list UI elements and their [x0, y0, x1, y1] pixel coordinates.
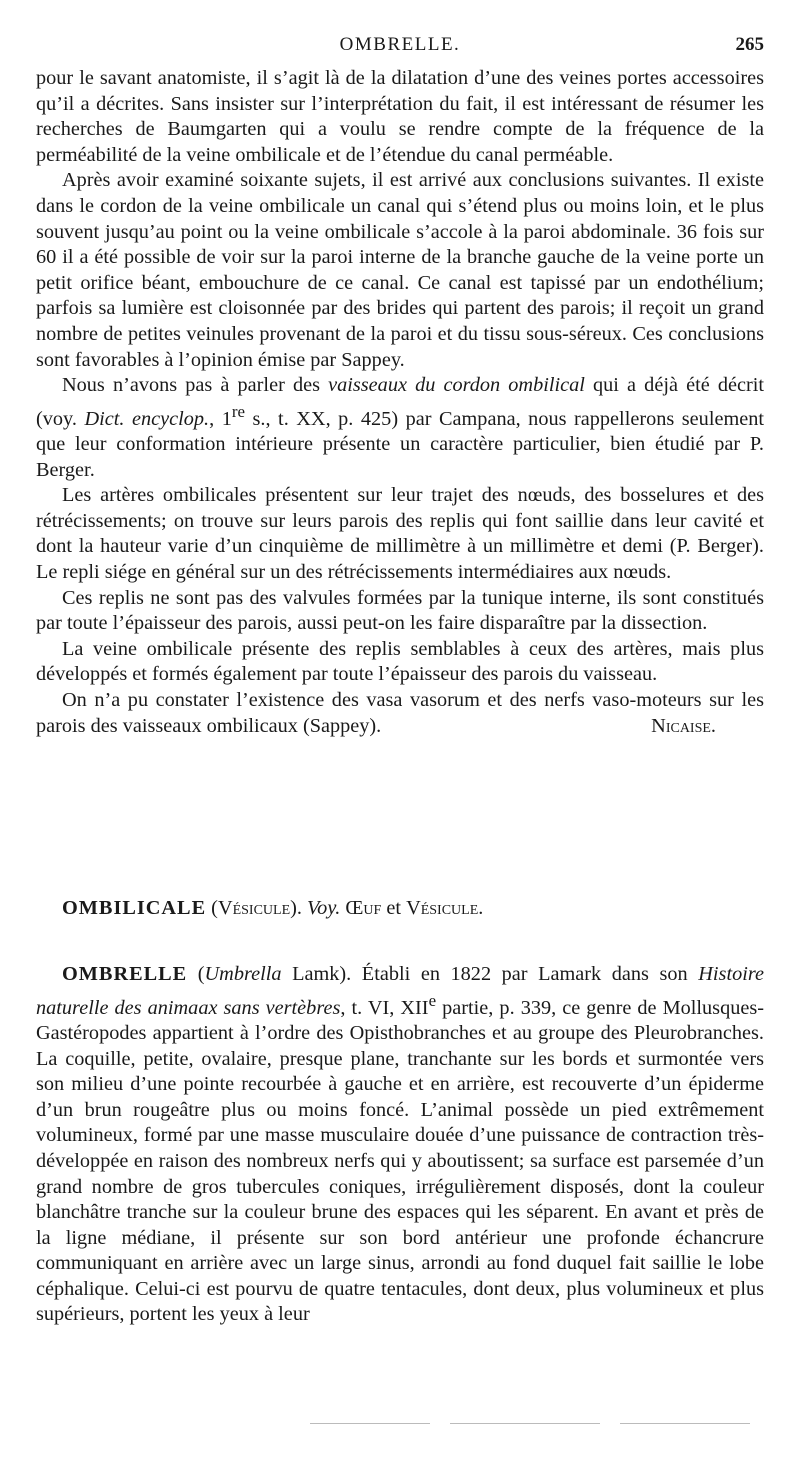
italic-run: Voy. — [307, 897, 341, 919]
text-run: ). — [290, 897, 308, 919]
paragraph — [36, 896, 764, 922]
text-run: , t. VI, XII — [340, 996, 429, 1019]
paragraph: Ces replis ne sont pas des valvules formées par la tunique interne, ils sont constitués par toute l’épaisseur des parois, aussi peut-on les faire disparaître par la dissection. — [36, 586, 764, 635]
italic-run: Dict. encyclop. — [84, 407, 210, 430]
headword: OMBILICALE — [62, 897, 207, 919]
text-run: ( — [187, 963, 205, 985]
running-title: OMBRELLE. — [339, 34, 461, 55]
paragraph — [36, 373, 764, 483]
scan-mark — [310, 1423, 430, 1424]
small-caps-run: Œuf — [345, 897, 382, 919]
paragraph: Après avoir examiné soixante sujets, il est arrivé aux conclusions suivantes. Il existe dans le cordon de la veine ombilicale un canal qui s’étend plus ou moins loin, et le plus souvent jusqu’au point ou la veine ombilicale s’accole à la paroi abdominale. 36 fois sur 60 il a été possible de voir sur la paroi interne de la branche gauche de la veine porte un petit orifice béant, embouchure de ce canal. Ce canal est tapissé par un endothélium; parfois sa lumière est cloisonnée par des brides qui partent des parois; il reçoit un grand nombre de petites veinules provenant de la paroi et du tissu sous-séreux. Ces conclusions sont favorables à l’opinion émise par Sappey. — [36, 169, 764, 371]
paragraph — [36, 688, 764, 739]
text-run: s., t. XX, p. 425) par Campana, nous rappellerons seulement que leur conformation intérieure présente un caractère particulier, bien étudié par P. Berger. — [36, 407, 765, 481]
text-run: qui a déjà été décrit (voy. — [36, 374, 765, 430]
author-signature: Nicaise. — [651, 714, 716, 737]
page-number: 265 — [735, 34, 764, 55]
small-caps-run: Vésicule — [217, 897, 291, 919]
paragraph — [36, 962, 764, 1328]
page-header — [36, 34, 764, 58]
text-run: Nous n’avons pas à parler des — [62, 374, 329, 397]
entry-ombilicale-vesicule — [36, 896, 764, 922]
text-run: , 1 — [209, 407, 232, 430]
italic-run: vaisseaux du cordon ombilical — [328, 374, 585, 397]
paragraph: La veine ombilicale présente des replis semblables à ceux des artères, mais plus développés et formés également par toute l’épaisseur des parois du vaisseau. — [36, 637, 764, 686]
italic-run: Umbrella — [204, 963, 282, 985]
scan-bleed-marks — [120, 1420, 760, 1428]
text-run: ( — [206, 897, 218, 919]
superscript: e — [428, 990, 437, 1010]
text-run: On n’a pu constater l’existence des vasa vasorum et des nerfs vaso-moteurs sur les parois des vaisseaux ombilicaux (Sappey). — [36, 689, 764, 737]
paragraph: Les artères ombilicales présentent sur leur trajet des nœuds, des bosselures et des rétrécissements; on trouve sur leurs parois des replis qui font saillie dans leur cavité et dont la hauteur varie d’un cinquième de millimètre à un millimètre et demi (P. Berger). Le repli siége en général sur un des rétrécissements intermédiaires aux nœuds. — [36, 484, 764, 584]
scan-mark — [620, 1423, 750, 1424]
superscript: re — [231, 401, 245, 421]
italic-run: Histoire naturelle des animaax sans vertèbres — [36, 963, 764, 1019]
article-ombilicale-veine — [36, 66, 764, 739]
text-run: et — [381, 897, 407, 919]
text-run: partie, p. 339, ce genre de Mollusques-Gastéropodes appartient à l’ordre des Opisthobranches et au groupe des Pleurobranches. La coquille, petite, ovalaire, presque plane, tranchante sur les bords et surmontée vers son milieu d’une pointe recourbée à gauche et en arrière, est recouverte d’un épiderme d’un brun rougeâtre plus ou moins foncé. L’animal possède un pied extrêmement volumineux, formé par une masse musculaire douée d’une puissance de contraction très-développée en raison des nombreux nerfs qui y aboutissent; sa surface est parsemée d’un grand nombre de gros tubercules coniques, irrégulièrement disposés, dont la couleur blanchâtre tranche sur la couleur brune des espaces qui les séparent. En avant et près de la ligne médiane, il présente sur son bord antérieur une profonde échancrure communiquant en arrière avec un large sinus, arrondi au fond duquel fait saillie le lobe céphalique. Celui-ci est pourvu de quatre tentacules, dont deux, plus volumineux et plus supérieurs, portent les yeux à leur — [36, 996, 765, 1326]
paragraph: pour le savant anatomiste, il s’agit là de la dilatation d’une des veines portes accessoires qu’il a décrites. Sans insister sur l’interprétation du fait, il est intéressant de résumer les recherches de Baumgarten qui a voulu se rendre compte de la fréquence de la perméabilité de la veine ombilicale et de l’étendue du canal perméable. — [36, 67, 764, 166]
scan-mark — [450, 1423, 600, 1424]
headword: OMBRELLE — [62, 963, 188, 985]
entry-ombrelle — [36, 962, 764, 1328]
text-run: Lamk). Établi en 1822 par Lamark dans son — [281, 963, 699, 985]
text-run: . — [478, 897, 484, 919]
small-caps-run: Vésicule — [406, 897, 479, 919]
